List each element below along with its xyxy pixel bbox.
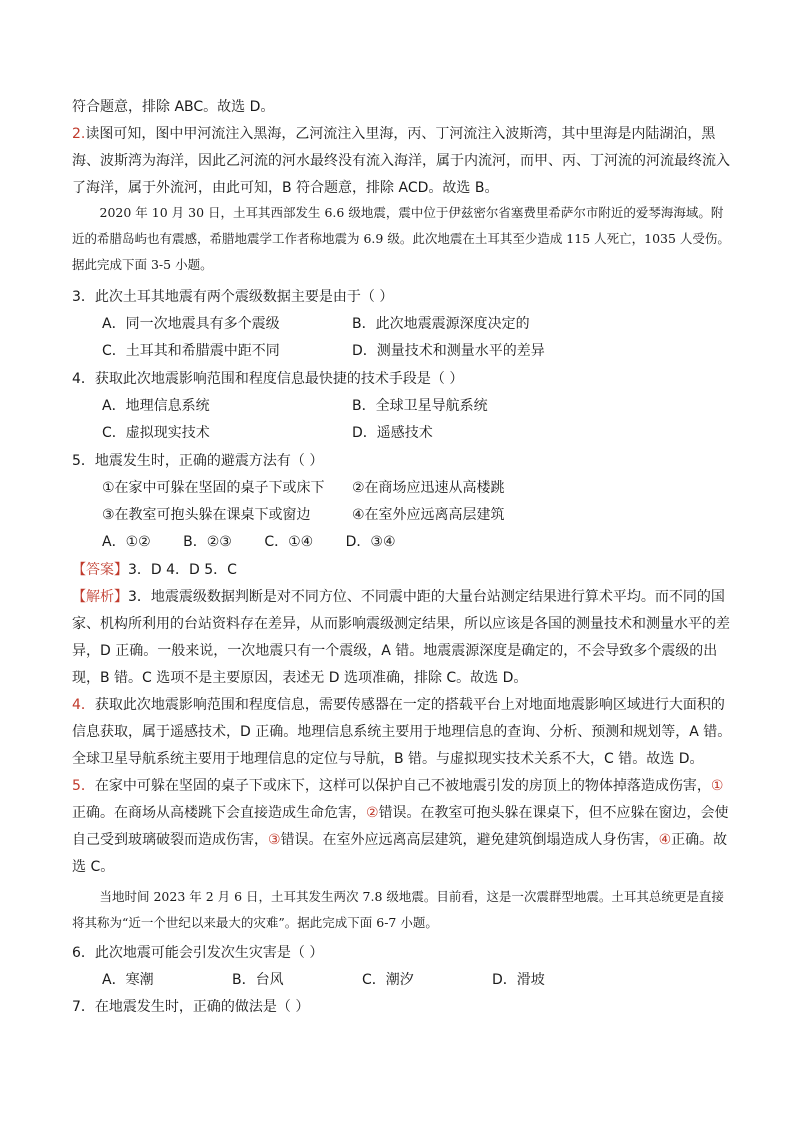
analysis-q4-number: 4． <box>72 697 95 713</box>
question-3 <box>72 284 732 365</box>
q3-option-a: A．同一次地震具有多个震级 <box>102 316 280 332</box>
q5-option-c: C．①④ <box>264 534 314 550</box>
answer-label: 【答案】 <box>72 562 128 578</box>
analysis-q3 <box>72 584 732 692</box>
circled-2: ② <box>366 805 379 821</box>
analysis-q3-number: 3． <box>128 589 151 605</box>
passage-1-text: 2020 年 10 月 30 日，土耳其西部发生 6.6 级地震，震中位于伊兹密尔省塞费里希萨尔市附近的爱琴海海域。附近的希腊岛屿也有震感，希腊地震学工作者称地震为 6.9 级。此次地震在土耳其至少造成 115 人死亡，1035 人受伤。据此完成下面 3-5 小题。 <box>72 205 730 272</box>
circled-3: ③ <box>268 832 281 848</box>
q5-stem: 5．地震发生时，正确的避震方法有（ ） <box>72 453 324 469</box>
q4-option-b: B．全球卫星导航系统 <box>352 398 488 414</box>
q6-option-c: C．潮汐 <box>362 972 414 988</box>
q3-option-b: B．此次地震震源深度决定的 <box>352 316 530 332</box>
q4-option-c: C．虚拟现实技术 <box>102 425 210 441</box>
circled-1: ① <box>710 778 724 794</box>
q5-option-d: D．③④ <box>345 534 396 550</box>
passage-2-text: 当地时间 2023 年 2 月 6 日，土耳其发生两次 7.8 级地震。目前看，这是一次震群型地震。土耳其总统更是直接将其称为“近一个世纪以来最大的灾难”。据此完成下面 6-7 小题。 <box>72 889 724 930</box>
q4-option-a: A．地理信息系统 <box>102 398 210 414</box>
q3-options <box>102 311 732 365</box>
continuation-block <box>72 94 732 202</box>
q4-option-d: D．遥感技术 <box>352 425 433 441</box>
passage-1 <box>72 200 732 278</box>
q6-options <box>102 967 732 994</box>
analysis-q5-text-2: 正确。在商场从高楼跳下会直接造成生命危害， <box>72 805 366 821</box>
q5-statement-3: ③在教室可抱头躲在课桌下或窗边 <box>102 507 311 523</box>
q5-statement-2: ②在商场应迅速从高楼跳 <box>352 480 505 496</box>
q4-options <box>102 393 732 447</box>
previous-answer-line: 符合题意，排除 ABC。故选 D。 <box>72 99 275 115</box>
q5-option-a: A．①② <box>102 534 151 550</box>
passage-2 <box>72 884 732 936</box>
q7-stem: 7．在地震发生时，正确的做法是（ ） <box>72 999 310 1015</box>
q3-stem: 3．此次土耳其地震有两个震级数据主要是由于（ ） <box>72 289 394 305</box>
circled-4: ④ <box>658 832 672 848</box>
analysis-q5-text-1: 在家中可躲在坚固的桌子下或床下，这样可以保护自己不被地震引发的房顶上的物体掉落造成伤害， <box>94 778 711 794</box>
analysis-section <box>72 584 732 881</box>
q6-option-d: D．滑坡 <box>492 972 545 988</box>
question-4 <box>72 366 732 447</box>
q5-options <box>102 529 732 556</box>
q6-stem: 6．此次地震可能会引发次生灾害是（ ） <box>72 945 324 961</box>
analysis-q5-number: 5． <box>72 778 95 794</box>
analysis-q5-text-4: 错误。在室外应远离高层建筑，避免建筑倒塌造成人身伤害， <box>280 832 659 848</box>
answer-key <box>72 557 732 584</box>
q5-option-b: B．②③ <box>183 534 232 550</box>
q3-option-d: D．测量技术和测量水平的差异 <box>352 343 545 359</box>
q5-statement-1: ①在家中可躲在坚固的桌子下或床下 <box>102 480 325 496</box>
analysis-q4-text: 获取此次地震影响范围和程度信息，需要传感器在一定的搭载平台上对地面地震影响区域进行大面积的信息获取，属于遥感技术，D 正确。地理信息系统主要用于地理信息的查询、分析、预测和规划等，A 错。全球卫星导航系统主要用于地理信息的定位与导航，B 错。与虚拟现实技术关系不大，C 错。故选 D。 <box>72 697 732 767</box>
q5-statement-4: ④在室外应远离高层建筑 <box>352 507 505 523</box>
analysis-q4 <box>72 692 732 773</box>
question-7 <box>72 994 732 1021</box>
q5-statements <box>102 475 732 529</box>
q3-option-c: C．土耳其和希腊震中距不同 <box>102 343 280 359</box>
q2-number: 2. <box>72 126 86 142</box>
analysis-q5-text-3: 错误。在教室可抱头躲在课桌下，但不应躲在窗边，会使自己受到玻璃破裂而造成伤害， <box>72 805 729 848</box>
analysis-label: 【解析】 <box>72 589 128 605</box>
question-6 <box>72 940 732 994</box>
question-2-explanation <box>72 121 732 202</box>
q6-option-b: B．台风 <box>232 972 284 988</box>
q2-text: 读图可知，图中甲河流注入黑海，乙河流注入里海，丙、丁河流注入波斯湾，其中里海是内陆湖泊，黑海、波斯湾为海洋，因此乙河流的河水最终没有流入海洋，属于内流河，而甲、丙、丁河流的河流最终流入了海洋，属于外流河，由此可知，B 符合题意，排除 ACD。故选 B。 <box>72 126 730 196</box>
q4-stem: 4．获取此次地震影响范围和程度信息最快捷的技术手段是（ ） <box>72 371 464 387</box>
question-5 <box>72 448 732 556</box>
analysis-q3-text: 地震震级数据判断是对不同方位、不同震中距的大量台站测定结果进行算术平均。而不同的国家、机构所利用的台站资料存在差异，从而影响震级测定结果，所以应该是各国的测量技术和测量水平的差异，D 正确。一般来说，一次地震只有一个震级，A 错。地震震源深度是确定的，不会导致多个震级的出现，B 错。C 选项不是主要原因，表述无 D 选项准确，排除 C。故选 D。 <box>72 589 730 686</box>
q6-option-a: A．寒潮 <box>102 972 154 988</box>
analysis-q5 <box>72 773 732 881</box>
answer-text: 3．D 4．D 5．C <box>128 562 237 578</box>
analysis-q5-text-5: 正确。故选 C。 <box>72 832 728 875</box>
